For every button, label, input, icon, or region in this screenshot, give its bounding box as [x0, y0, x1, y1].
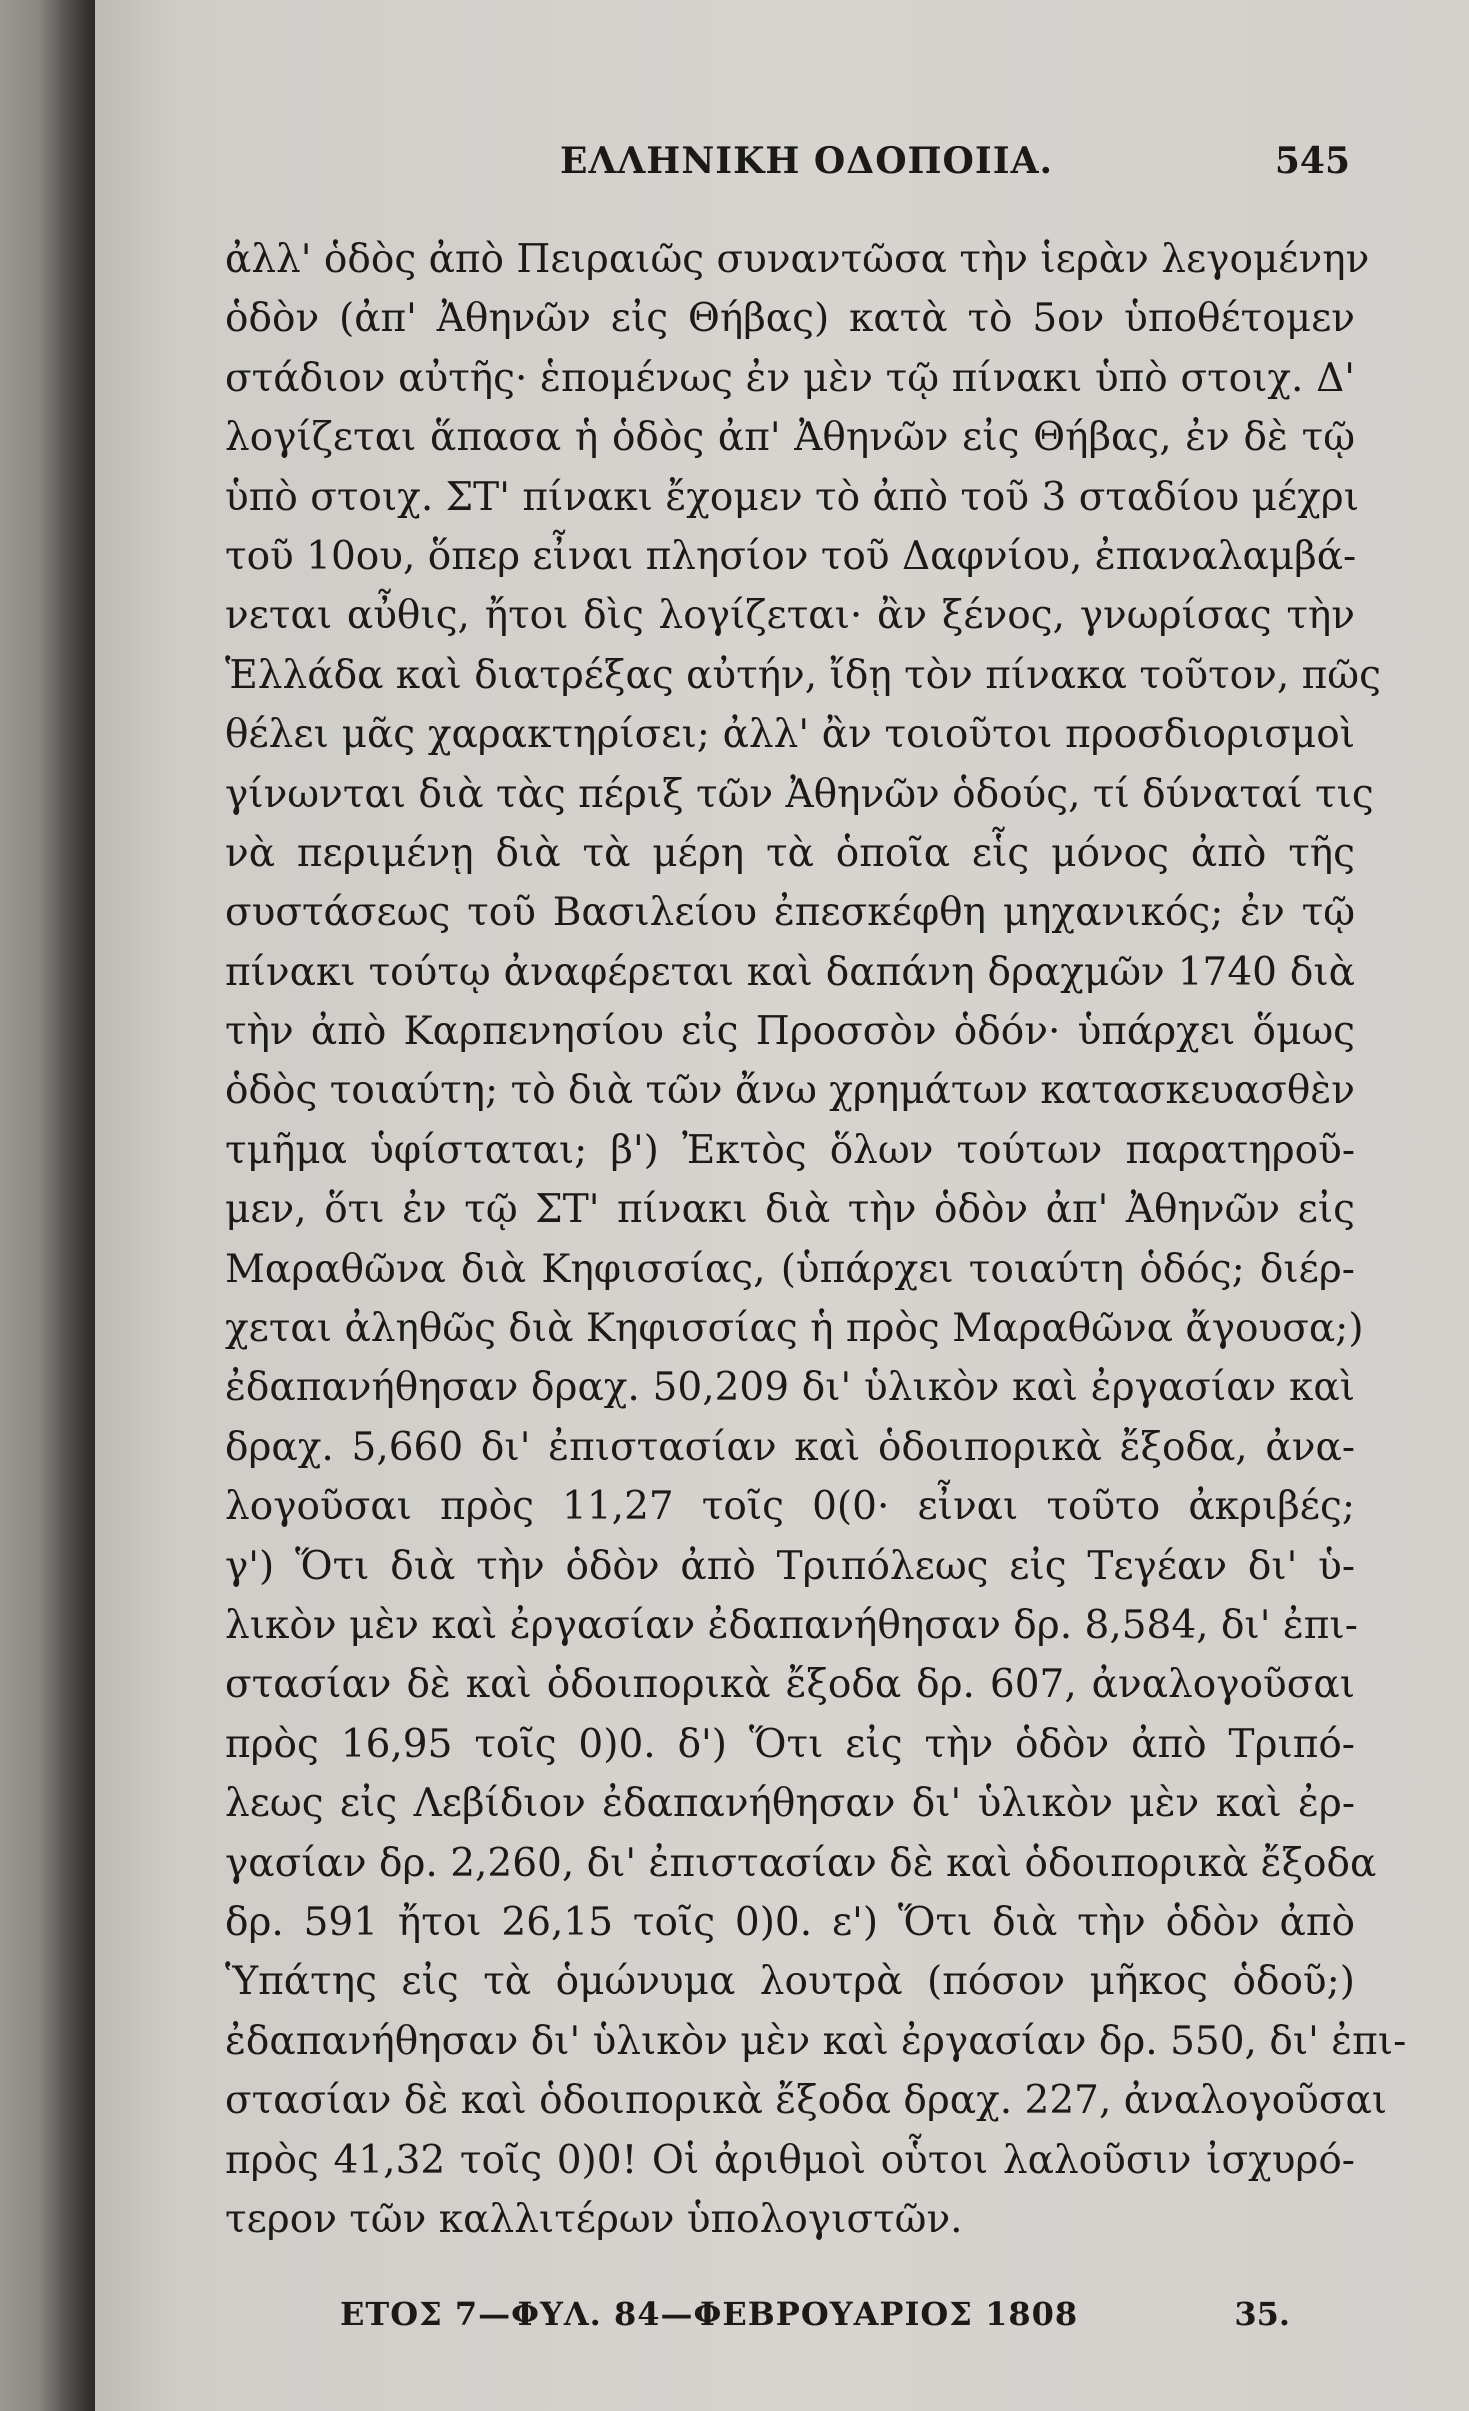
text-line: στασίαν δὲ καὶ ὁδοιπορικὰ ἔξοδα δραχ. 227, ἀναλογοῦσαι — [225, 2078, 1388, 2124]
text-line: λεως εἰς Λεβίδιον ἐδαπανήθησαν δι' ὑλικὸν μὲν καὶ ἐρ- — [225, 1781, 1355, 1827]
text-line: μεν, ὅτι ἐν τῷ ΣΤ' πίνακι διὰ τὴν ὁδὸν ἀπ' Ἀθηνῶν εἰς — [225, 1187, 1355, 1233]
text-line: ὁδὸν (ἀπ' Ἀθηνῶν εἰς Θήβας) κατὰ τὸ 5ον ὑποθέτομεν — [225, 296, 1355, 342]
text-line: συστάσεως τοῦ Βασιλείου ἐπεσκέφθη μηχανικός; ἐν τῷ — [225, 890, 1355, 936]
text-line: τὴν ἀπὸ Καρπενησίου εἰς Προσσὸν ὁδόν· ὑπάρχει ὅμως — [225, 1009, 1355, 1055]
body-text — [225, 230, 1407, 2249]
text-line: λογοῦσαι πρὸς 11,27 τοῖς 0(0· εἶναι τοῦτο ἀκριβές; — [225, 1484, 1355, 1530]
text-line: γίνωνται διὰ τὰς πέριξ τῶν Ἀθηνῶν ὁδούς, τί δύναταί τις — [225, 771, 1374, 817]
text-line: Ἑλλάδα καὶ διατρέξας αὐτήν, ἴδῃ τὸν πίνακα τοῦτον, πῶς — [225, 652, 1381, 698]
book-spine-shadow — [0, 0, 95, 2411]
sheet-number: 35. — [1234, 2295, 1290, 2333]
text-line: τερον τῶν καλλιτέρων ὑπολογιστῶν. — [225, 2196, 963, 2242]
text-line: Ὑπάτης εἰς τὰ ὁμώνυμα λουτρὰ (πόσον μῆκος ὁδοῦ;) — [225, 1959, 1355, 2005]
text-line: πίνακι τούτῳ ἀναφέρεται καὶ δαπάνη δραχμῶν 1740 διὰ — [225, 949, 1355, 995]
text-line: ὑπὸ στοιχ. ΣΤ' πίνακι ἔχομεν τὸ ἀπὸ τοῦ 3 σταδίου μέχρι — [225, 474, 1360, 520]
text-line: ἐδαπανήθησαν δραχ. 50,209 δι' ὑλικὸν καὶ ἐργασίαν καὶ — [225, 1365, 1355, 1411]
text-line: λογίζεται ἅπασα ἡ ὁδὸς ἀπ' Ἀθηνῶν εἰς Θήβας, ἐν δὲ τῷ — [225, 415, 1355, 461]
text-line: λικὸν μὲν καὶ ἐργασίαν ἐδαπανήθησαν δρ. 8,584, δι' ἐπι- — [225, 1602, 1358, 1648]
text-line: δρ. 591 ἤτοι 26,15 τοῖς 0)0. ε') Ὅτι διὰ τὴν ὁδὸν ἀπὸ — [225, 1899, 1355, 1945]
footer-signature: ΕΤΟΣ 7—ΦΥΛ. 84—ΦΕΒΡΟΥΑΡΙΟΣ 1808 — [340, 2295, 1079, 2333]
running-header — [560, 140, 1350, 200]
text-line: δραχ. 5,660 δι' ἐπιστασίαν καὶ ὁδοιπορικὰ ἔξοδα, ἀνα- — [225, 1424, 1355, 1470]
running-title: ΕΛΛΗΝΙΚΗ ΟΔΟΠΟΙΙΑ. — [560, 140, 1054, 182]
text-line: τμῆμα ὑφίσταται; β') Ἐκτὸς ὅλων τούτων παρατηροῦ- — [225, 1127, 1355, 1173]
text-line: πρὸς 41,32 τοῖς 0)0! Οἱ ἀριθμοὶ οὗτοι λαλοῦσιν ἰσχυρό- — [225, 2137, 1355, 2183]
text-line: στασίαν δὲ καὶ ὁδοιπορικὰ ἔξοδα δρ. 607, ἀναλογοῦσαι — [225, 1662, 1355, 1708]
text-line: στάδιον αὐτῆς· ἑπομένως ἐν μὲν τῷ πίνακι ὑπὸ στοιχ. Δ' — [225, 355, 1355, 401]
text-line: πρὸς 16,95 τοῖς 0)0. δ') Ὅτι εἰς τὴν ὁδὸν ἀπὸ Τριπό- — [225, 1721, 1355, 1767]
text-line: ἐδαπανήθησαν δι' ὑλικὸν μὲν καὶ ἐργασίαν δρ. 550, δι' ἐπι- — [225, 2018, 1407, 2064]
text-line: θέλει μᾶς χαρακτηρίσει; ἀλλ' ἂν τοιοῦτοι προσδιορισμοὶ — [225, 712, 1355, 758]
text-line: ἀλλ' ὁδὸς ἀπὸ Πειραιῶς συναντῶσα τὴν ἱερὰν λεγομένην — [225, 237, 1370, 282]
text-line: νεται αὖθις, ἤτοι δὶς λογίζεται· ἂν ξένος, γνωρίσας τὴν — [225, 593, 1355, 639]
page-number: 545 — [1274, 140, 1350, 182]
text-line: Μαραθῶνα διὰ Κηφισσίας, (ὑπάρχει τοιαύτη ὁδός; διέρ- — [225, 1246, 1355, 1292]
text-line: ὁδὸς τοιαύτη; τὸ διὰ τῶν ἄνω χρημάτων κατασκευασθὲν — [225, 1068, 1355, 1114]
text-line: τοῦ 10ου, ὅπερ εἶναι πλησίον τοῦ Δαφνίου, ἐπαναλαμβά- — [225, 533, 1357, 579]
text-line: χεται ἀληθῶς διὰ Κηφισσίας ἡ πρὸς Μαραθῶνα ἄγουσα;) — [225, 1306, 1364, 1352]
text-line: γ') Ὅτι διὰ τὴν ὁδὸν ἀπὸ Τριπόλεως εἰς Τεγέαν δι' ὑ- — [225, 1543, 1355, 1589]
text-line: νὰ περιμένῃ διὰ τὰ μέρη τὰ ὁποῖα εἷς μόνος ἀπὸ τῆς — [225, 830, 1355, 876]
text-line: γασίαν δρ. 2,260, δι' ἐπιστασίαν δὲ καὶ ὁδοιπορικὰ ἔξοδα — [225, 1840, 1377, 1886]
page-footer — [340, 2295, 1290, 2345]
